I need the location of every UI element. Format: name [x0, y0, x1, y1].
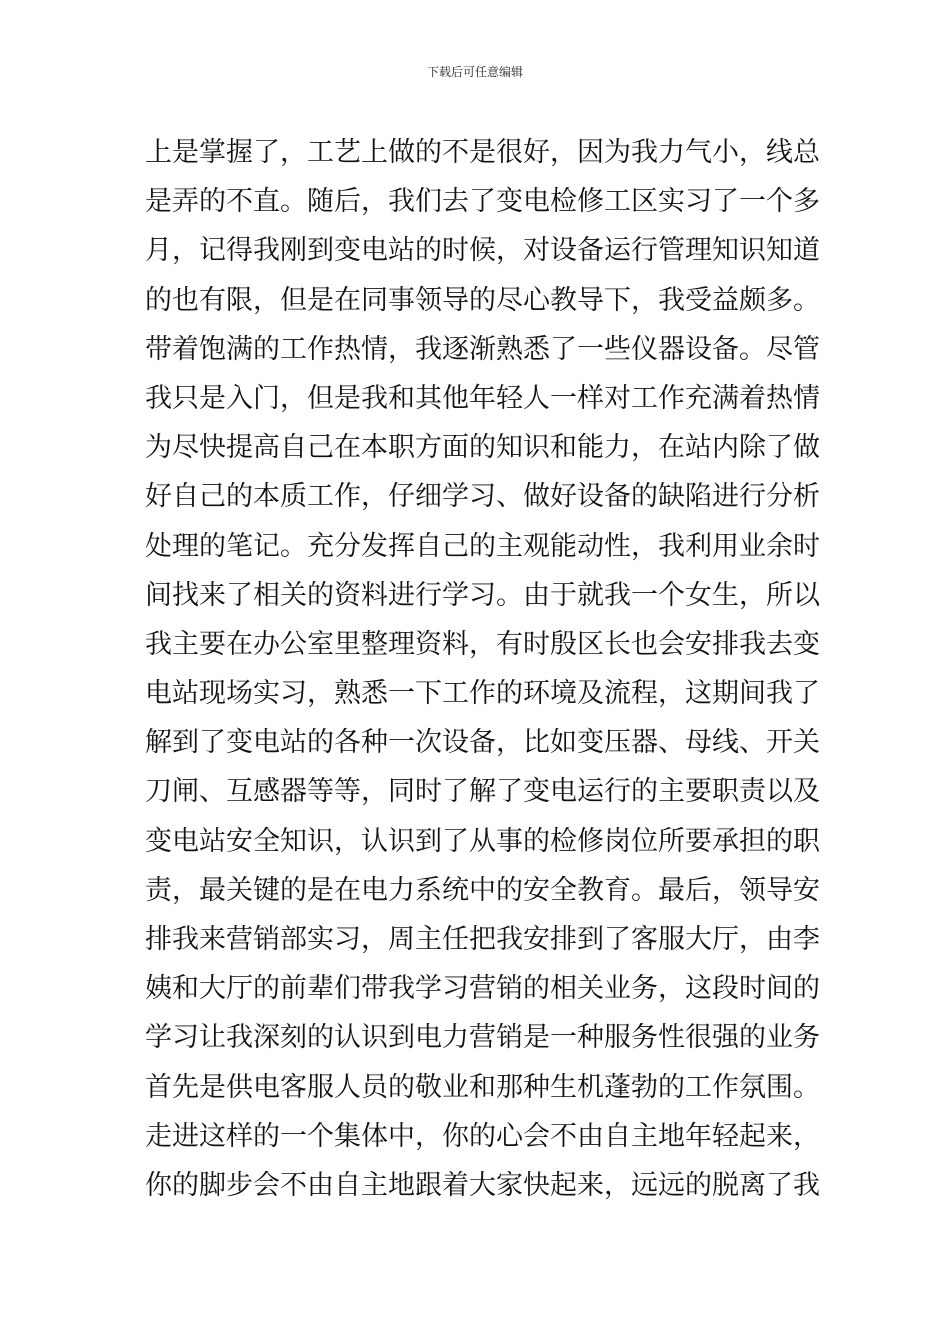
text-line: 变电站安全知识，认识到了从事的检修岗位所要承担的职 — [145, 825, 820, 857]
text-line: 排我来营销部实习，周主任把我安排到了客服大厅，由李 — [145, 924, 820, 955]
text-line: 首先是供电客服人员的敬业和那种生机蓬勃的工作氛围。 — [145, 1071, 820, 1103]
text-line: 责，最关键的是在电力系统中的安全教育。最后，领导安 — [145, 874, 820, 906]
text-line: 走进这样的一个集体中，你的心会不由自主地年轻起来， — [145, 1120, 820, 1152]
text-line: 你的脚步会不由自主地跟着大家快起来，远远的脱离了我 — [145, 1169, 820, 1201]
text-line: 带着饱满的工作热情，我逐渐熟悉了一些仪器设备。尽管 — [145, 333, 820, 365]
text-line: 我只是入门，但是我和其他年轻人一样对工作充满着热情 — [145, 382, 820, 414]
text-line: 间找来了相关的资料进行学习。由于就我一个女生，所以 — [145, 579, 820, 611]
text-line: 是弄的不直。随后，我们去了变电检修工区实习了一个多 — [145, 186, 820, 218]
text-line: 解到了变电站的各种一次设备，比如变压器、母线、开关 — [145, 727, 820, 759]
text-line: 学习让我深刻的认识到电力营销是一种服务性很强的业务 — [145, 1022, 820, 1054]
text-line: 的也有限，但是在同事领导的尽心教导下，我受益颇多。 — [145, 284, 820, 316]
text-line: 好自己的本质工作，仔细学习、做好设备的缺陷进行分析 — [145, 481, 820, 513]
text-line: 处理的笔记。充分发挥自己的主观能动性，我利用业余时 — [145, 530, 820, 562]
text-line: 为尽快提高自己在本职方面的知识和能力，在站内除了做 — [145, 432, 820, 464]
text-line: 我主要在办公室里整理资料，有时殷区长也会安排我去变 — [145, 628, 820, 660]
text-line: 月，记得我刚到变电站的时候，对设备运行管理知识知道 — [145, 235, 820, 267]
text-line: 上是掌握了，工艺上做的不是很好，因为我力气小，线总 — [145, 137, 820, 168]
text-line: 刀闸、互感器等等，同时了解了变电运行的主要职责以及 — [145, 776, 820, 808]
text-line: 电站现场实习，熟悉一下工作的环境及流程，这期间我了 — [145, 678, 820, 710]
page-header: 下载后可任意编辑 — [426, 65, 523, 79]
body-paragraph — [145, 128, 820, 1210]
text-line: 姨和大厅的前辈们带我学习营销的相关业务，这段时间的 — [145, 973, 820, 1005]
